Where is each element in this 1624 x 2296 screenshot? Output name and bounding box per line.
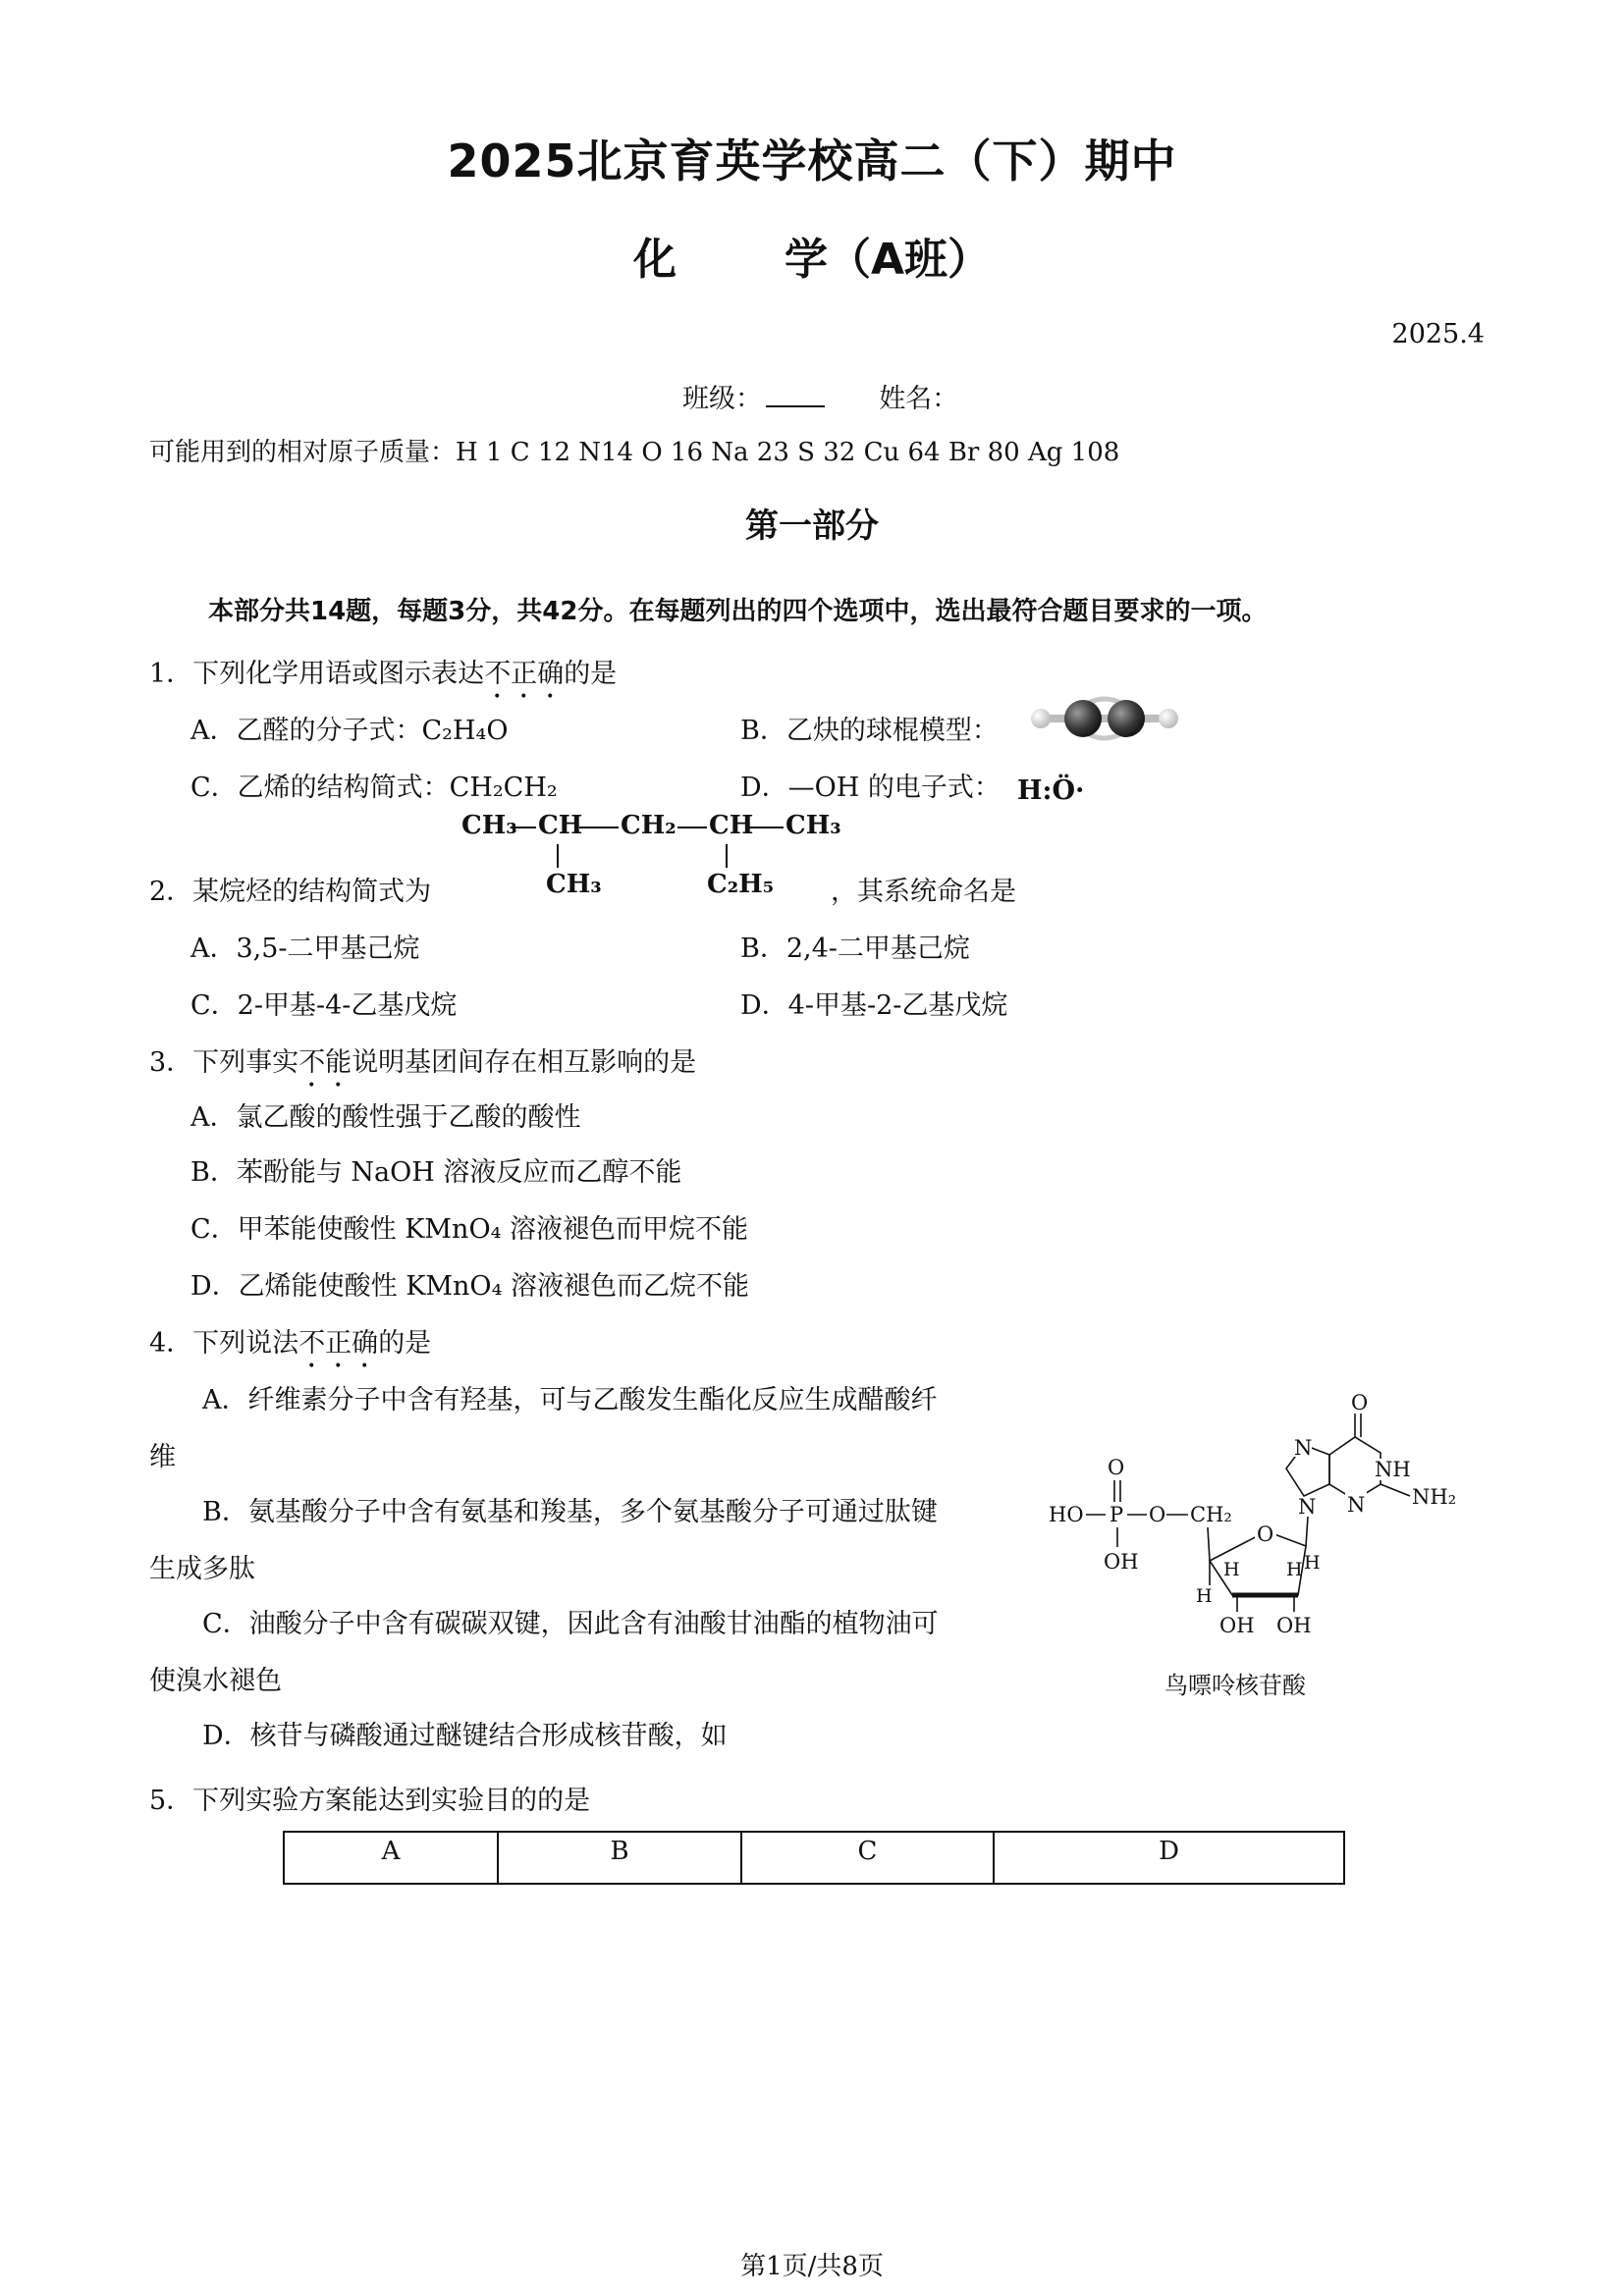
- q5-header-d: D: [994, 1832, 1344, 1884]
- fig-h-3: H: [1286, 1559, 1303, 1580]
- class-blank[interactable]: [766, 380, 825, 407]
- fig-n9: N: [1298, 1495, 1317, 1519]
- alkane-structure: [461, 811, 854, 899]
- structure-bonds: [461, 811, 854, 899]
- q4-option-b-line2: 生成多肽: [149, 1554, 255, 1584]
- fig-oh-phosphate: OH: [1104, 1550, 1139, 1574]
- subject-title: [0, 224, 1624, 287]
- struct-c1: CH₃: [461, 811, 517, 840]
- q4-option-a-line2: 维: [149, 1442, 176, 1472]
- atomic-mass-line: 可能用到的相对原子质量：H 1 C 12 N14 O 16 Na 23 S 32 Cu 64 Br 80 Ag 108: [149, 438, 1120, 467]
- hydrogen-atom-left: [1031, 709, 1051, 728]
- fig-nh2: NH₂: [1412, 1485, 1457, 1509]
- q3-option-c: C．甲苯能使酸性 KMnO₄ 溶液褪色而甲烷不能: [190, 1214, 748, 1245]
- q1-option-c: C．乙烯的结构简式：CH₂CH₂: [190, 773, 558, 803]
- q2-option-a: A．3,5-二甲基己烷: [190, 934, 420, 964]
- page-footer: 第1页/共8页: [740, 2252, 884, 2281]
- struct-sub-ethyl: C₂H₅: [707, 870, 775, 899]
- q4-stem-emphasis: 不正确: [298, 1328, 379, 1359]
- q1-stem-part2: 的是: [564, 659, 618, 689]
- hydroxyl-electron-formula: H:Ö·: [1017, 775, 1085, 806]
- question-5-stem: 5．下列实验方案能达到实验目的的是: [149, 1786, 591, 1816]
- q1-stem-part1: 1．下列化学用语或图示表达: [149, 659, 485, 689]
- guanylic-acid-structure: [1041, 1394, 1492, 1649]
- fig-ring-o: O: [1257, 1522, 1274, 1546]
- fig-n3: N: [1347, 1493, 1366, 1517]
- struct-c5: CH₃: [785, 811, 841, 840]
- q5-header-c: C: [741, 1832, 994, 1884]
- carbon-atom-right: [1108, 700, 1145, 737]
- hydrogen-atom-right: [1159, 709, 1178, 728]
- q5-header-a: A: [284, 1832, 498, 1884]
- q4-option-c-line2: 使溴水褪色: [149, 1666, 282, 1696]
- section-instructions: 本部分共14题，每题3分，共42分。在每题列出的四个选项中，选出最符合题目要求的一项。: [208, 597, 1268, 626]
- q5-header-b: B: [498, 1832, 741, 1884]
- fig-nh: NH: [1375, 1458, 1411, 1481]
- q4-option-a-line1: A．纤维素分子中含有羟基，可与乙酸发生酯化反应生成醋酸纤: [202, 1385, 938, 1415]
- student-info: [682, 377, 958, 415]
- q1-option-a: A．乙醛的分子式：C₂H₄O: [190, 716, 509, 746]
- fig-h-4: H: [1304, 1552, 1321, 1574]
- fig-n7: N: [1294, 1436, 1313, 1460]
- name-label: 姓名：: [879, 384, 959, 414]
- question-2-stem-end: ，其系统命名是: [831, 877, 1016, 907]
- fig-ho: HO: [1049, 1503, 1084, 1526]
- struct-c2: CH: [538, 811, 583, 840]
- q5-options-table: [283, 1831, 1345, 1885]
- fig-p: P: [1110, 1503, 1124, 1526]
- fig-oh-1: OH: [1219, 1614, 1255, 1637]
- fig-oh-2: OH: [1276, 1614, 1312, 1637]
- exam-date: 2025.4: [1391, 319, 1485, 349]
- q3-stem-emphasis: 不能: [298, 1047, 352, 1078]
- struct-c4: CH: [709, 811, 754, 840]
- question-4-stem: [149, 1321, 431, 1374]
- question-2-stem-start: 2．某烷烃的结构简式为: [149, 877, 432, 907]
- q2-option-b: B．2,4-二甲基己烷: [740, 934, 970, 964]
- carbon-atom-left: [1064, 700, 1102, 737]
- q3-option-d: D．乙烯能使酸性 KMnO₄ 溶液褪色而乙烷不能: [190, 1271, 749, 1302]
- q4-stem-part2: 的是: [378, 1328, 432, 1359]
- q4-stem-part1: 4．下列说法: [149, 1328, 299, 1359]
- q4-option-b-line1: B．氨基酸分子中含有氨基和羧基，多个氨基酸分子可通过肽键: [202, 1497, 938, 1527]
- subject-right: 学（A班）: [784, 235, 992, 285]
- q4-option-d: D．核苷与磷酸通过醚键结合形成核苷酸，如: [202, 1721, 728, 1751]
- q3-stem-part1: 3．下列事实: [149, 1047, 299, 1078]
- page-title: 2025北京育英学校高二（下）期中: [447, 134, 1177, 187]
- q4-option-c-line1: C．油酸分子中含有碳碳双键，因此含有油酸甘油酯的植物油可: [202, 1609, 939, 1639]
- table-row: [284, 1832, 1344, 1884]
- q3-option-b: B．苯酚能与 NaOH 溶液反应而乙醇不能: [190, 1157, 682, 1188]
- q1-option-b: B．乙炔的球棍模型：: [740, 716, 999, 746]
- figure-caption: 鸟嘌呤核苷酸: [1164, 1672, 1306, 1699]
- q3-stem-part2: 说明基团间存在相互影响的是: [352, 1047, 697, 1078]
- q2-option-d: D．4-甲基-2-乙基戊烷: [740, 990, 1008, 1021]
- fig-o-top: O: [1108, 1456, 1125, 1479]
- fig-o6: O: [1351, 1394, 1369, 1415]
- q2-option-c: C．2-甲基-4-乙基戊烷: [190, 990, 458, 1021]
- fig-h-2: H: [1223, 1559, 1240, 1580]
- q1-stem-emphasis: 不正确: [484, 659, 565, 689]
- question-3-stem: [149, 1041, 696, 1094]
- struct-sub-methyl: CH₃: [546, 870, 602, 899]
- section-title: 第一部分: [745, 507, 879, 546]
- class-label: 班级：: [682, 384, 762, 414]
- fig-o-link: O: [1149, 1503, 1166, 1526]
- struct-c3: CH₂: [621, 811, 677, 840]
- q1-option-d: D．—OH 的电子式：: [740, 773, 1001, 803]
- question-1-stem: [149, 652, 617, 705]
- subject-left: 化: [632, 235, 677, 285]
- acetylene-ball-stick-model: [1021, 693, 1188, 744]
- fig-ch2: CH₂: [1190, 1503, 1232, 1526]
- q3-option-a: A．氯乙酸的酸性强于乙酸的酸性: [190, 1102, 581, 1133]
- fig-h-1: H: [1196, 1585, 1213, 1607]
